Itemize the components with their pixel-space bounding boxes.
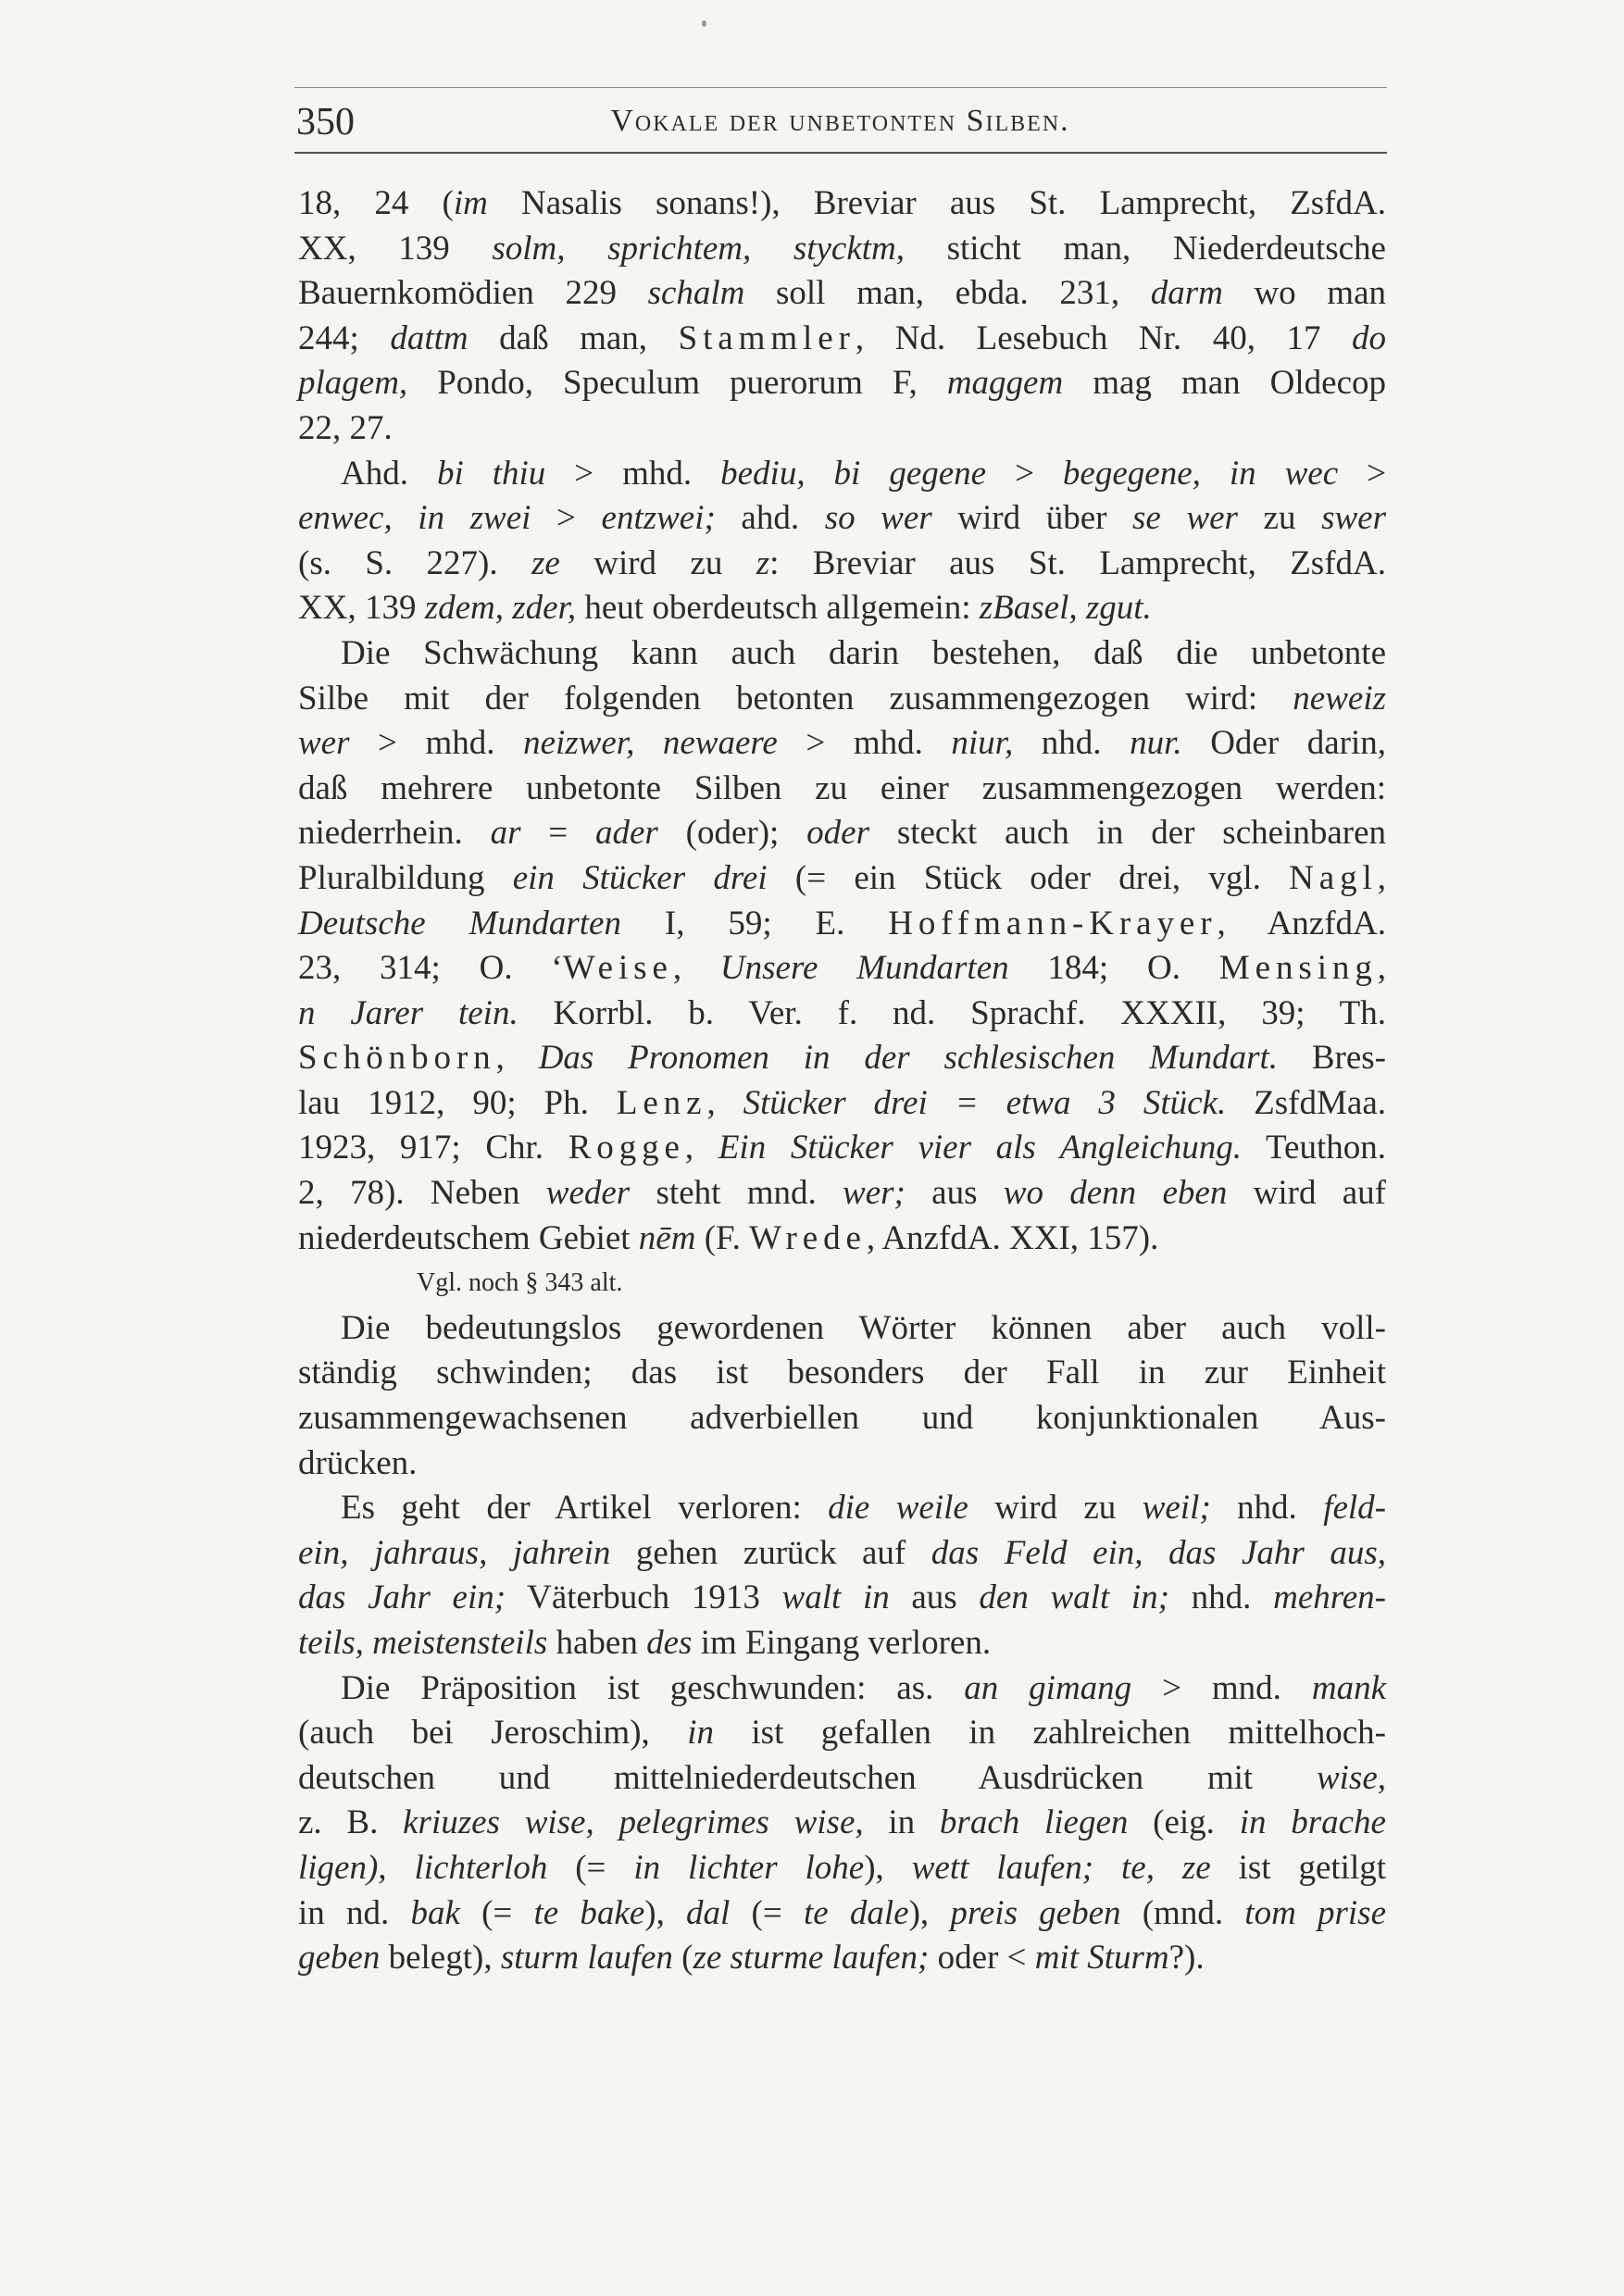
italic-term: tom prise xyxy=(1244,1893,1387,1932)
text-run: : Breviar aus St. Lamprecht, ZsfdA. xyxy=(769,543,1386,582)
author-name: Mensing xyxy=(1218,949,1378,988)
italic-term: oder xyxy=(806,814,869,853)
text-line xyxy=(298,811,1386,856)
text-line xyxy=(298,992,1386,1037)
text-run: zusammengewachsenen adverbiellen und konjunktionalen Aus- xyxy=(298,1399,1386,1438)
text-line xyxy=(298,1801,1386,1846)
author-name: Hoffmann-Krayer xyxy=(888,904,1218,942)
text-line xyxy=(298,1171,1386,1217)
text-run: im Eingang verloren. xyxy=(692,1624,992,1662)
italic-term: die weile xyxy=(828,1489,968,1528)
italic-term: mit Sturm xyxy=(1034,1939,1169,1978)
text-run: ständig schwinden; das ist besonders der Fall in zur Einheit xyxy=(298,1354,1386,1392)
text-run: (auch bei Jeroschim), xyxy=(298,1714,688,1753)
text-run: ), xyxy=(864,1848,912,1887)
text-line xyxy=(298,1217,1386,1262)
text-run: wo man xyxy=(1222,274,1386,313)
text-run: aus xyxy=(905,1174,1004,1213)
italic-term: Stücker drei = etwa 3 Stück. xyxy=(743,1083,1227,1122)
text-run: ahd. xyxy=(715,499,825,538)
text-run: XX, 139 xyxy=(298,229,493,268)
italic-term: wo denn eben xyxy=(1003,1174,1228,1213)
italic-term: bediu, bi gegene xyxy=(720,454,987,493)
italic-term: entzwei; xyxy=(601,499,716,538)
text-line xyxy=(298,1036,1386,1081)
text-run: gehen zurück auf xyxy=(610,1533,931,1572)
italic-term: den walt in; xyxy=(979,1578,1169,1617)
text-run: wird über xyxy=(931,499,1133,538)
italic-term: te bake xyxy=(533,1893,645,1932)
italic-term: dal xyxy=(686,1893,731,1932)
italic-term: in xyxy=(687,1714,714,1753)
italic-term: nēm xyxy=(638,1218,696,1257)
italic-term: enwec, in zwei xyxy=(298,499,531,538)
italic-term: ze sturme laufen; xyxy=(693,1939,930,1978)
text-line xyxy=(298,181,1386,227)
italic-term: ein, jahraus, jahrein xyxy=(298,1533,611,1572)
italic-term: mehren- xyxy=(1273,1578,1387,1617)
text-run: (eig. xyxy=(1128,1803,1240,1842)
text-run: 244; xyxy=(298,318,391,357)
text-run: > xyxy=(986,454,1063,493)
italic-term: zBasel, zgut. xyxy=(979,589,1152,628)
italic-term: ar xyxy=(490,814,521,853)
italic-term: se wer xyxy=(1132,499,1238,538)
text-line xyxy=(298,452,1386,497)
text-line xyxy=(298,586,1386,631)
text-run: Oder darin, xyxy=(1181,724,1386,763)
italic-term: maggem xyxy=(946,364,1064,403)
italic-term: z xyxy=(756,543,770,582)
text-line xyxy=(298,1306,1386,1352)
italic-term: n Jarer tein. xyxy=(298,993,518,1032)
text-run: I, 59; E. xyxy=(620,904,889,942)
italic-term: ze xyxy=(531,543,560,582)
text-run: haben xyxy=(547,1624,647,1662)
italic-term: Ein Stücker vier als Angleichung. xyxy=(718,1129,1243,1167)
italic-term: begegene, in wec xyxy=(1062,454,1339,493)
text-line xyxy=(298,677,1386,722)
text-run: 18, 24 ( xyxy=(298,184,454,222)
text-run: Korrbl. b. Ver. f. nd. Sprachf. XXXII, 39; Th. xyxy=(518,993,1386,1032)
text-run: 22, 27. xyxy=(298,408,393,447)
text-run: > xyxy=(1338,454,1386,493)
text-run: ), xyxy=(644,1893,687,1932)
author-name: Stammler xyxy=(678,318,856,357)
text-run: nhd. xyxy=(1013,724,1131,763)
text-run: Vgl. noch § 343 alt. xyxy=(417,1268,623,1298)
text-run: XX, 139 xyxy=(298,589,425,628)
text-run: Es geht der Artikel verloren: xyxy=(341,1489,829,1528)
text-run: , xyxy=(1377,858,1386,897)
text-line xyxy=(298,1531,1386,1577)
italic-term: preis geben xyxy=(950,1893,1121,1932)
text-line xyxy=(298,271,1386,317)
italic-term: darm xyxy=(1150,274,1223,313)
text-line xyxy=(298,406,1386,452)
text-line xyxy=(298,856,1386,902)
text-run: soll man, ebda. 231, xyxy=(744,274,1151,313)
text-line xyxy=(298,1126,1386,1171)
text-run: > mhd. xyxy=(777,724,952,763)
text-run: (s. S. 227). xyxy=(298,543,532,582)
italic-term: schalm xyxy=(647,274,745,313)
text-line xyxy=(298,946,1386,992)
italic-term: nur. xyxy=(1130,724,1182,763)
text-run: oder < xyxy=(929,1939,1035,1978)
italic-term: ader xyxy=(595,814,658,853)
text-line xyxy=(298,1711,1386,1756)
italic-term: swer xyxy=(1321,499,1386,538)
text-run: nhd. xyxy=(1169,1578,1274,1617)
text-line xyxy=(298,1891,1386,1937)
text-run: 23, 314; O. ‘ xyxy=(298,949,563,988)
text-line xyxy=(298,1666,1386,1712)
text-line xyxy=(298,767,1386,812)
text-run: lau 1912, 90; Ph. xyxy=(298,1083,617,1122)
text-line xyxy=(298,721,1386,767)
text-line xyxy=(298,1351,1386,1396)
text-run: drücken. xyxy=(298,1443,418,1482)
italic-term: Unsere Mundarten xyxy=(719,949,1009,988)
author-name: Schönborn xyxy=(298,1039,496,1078)
text-run: (= xyxy=(730,1893,804,1932)
text-run: niederrhein. xyxy=(298,814,491,853)
text-run: ?). xyxy=(1168,1939,1205,1978)
italic-term: teils, meistensteils xyxy=(298,1624,548,1662)
text-run: , xyxy=(706,1083,743,1122)
text-run: 2, 78). Neben xyxy=(298,1174,546,1213)
text-run: , xyxy=(1377,949,1386,988)
header-rule-top xyxy=(294,87,1387,88)
text-line xyxy=(298,1576,1386,1621)
italic-term: wer xyxy=(298,724,350,763)
text-run: (mnd. xyxy=(1120,1893,1245,1932)
header-rule-bottom xyxy=(294,152,1387,154)
text-run: Die bedeutungslos gewordenen Wörter können aber auch voll- xyxy=(341,1308,1386,1347)
italic-term: ligen), lichterloh xyxy=(298,1848,548,1887)
text-run: (= xyxy=(459,1893,534,1932)
italic-term: do xyxy=(1352,318,1387,357)
text-run: in nd. xyxy=(298,1893,411,1932)
text-line xyxy=(298,361,1386,406)
italic-term: Das Pronomen in der schlesischen Mundart. xyxy=(538,1039,1279,1078)
italic-term: wer; xyxy=(843,1174,906,1213)
italic-term: te dale xyxy=(803,1893,909,1932)
text-run: > mhd. xyxy=(545,454,721,493)
text-run: Teuthon. xyxy=(1242,1129,1386,1167)
italic-term: neweiz xyxy=(1293,679,1386,718)
text-run: Bres- xyxy=(1278,1039,1386,1078)
italic-term: plagem, xyxy=(298,364,408,403)
text-run: steckt auch in der scheinbaren xyxy=(868,814,1386,853)
text-run: , Nd. Lesebuch Nr. 40, 17 xyxy=(855,318,1353,357)
italic-term: walt in xyxy=(781,1578,890,1617)
text-run: > mhd. xyxy=(349,724,524,763)
text-run: daß man, xyxy=(468,318,679,357)
text-run: wird zu xyxy=(968,1489,1143,1528)
text-line xyxy=(298,1081,1386,1127)
italic-term: des xyxy=(646,1624,693,1662)
text-run: niederdeutschem Gebiet xyxy=(298,1218,639,1257)
author-name: Weise xyxy=(562,949,673,988)
italic-term: feld- xyxy=(1323,1489,1386,1528)
italic-term: kriuzes wise, pelegrimes wise, xyxy=(403,1803,864,1842)
text-run: zu xyxy=(1237,499,1322,538)
italic-term: bi thiu xyxy=(436,454,546,493)
text-line xyxy=(298,542,1386,587)
text-run: Nasalis sonans!), Breviar aus St. Lamprecht, ZsfdA. xyxy=(487,184,1386,222)
text-run: mag man Oldecop xyxy=(1063,364,1386,403)
text-run: 1923, 917; Chr. xyxy=(298,1129,568,1167)
text-run: aus xyxy=(889,1578,980,1617)
italic-term: an gimang xyxy=(964,1668,1132,1707)
text-line xyxy=(298,1441,1386,1487)
text-run: (= ein Stück oder drei, vgl. xyxy=(767,858,1290,897)
text-line xyxy=(298,1846,1386,1891)
text-run: ist gefallen in zahlreichen mittelhoch- xyxy=(713,1714,1386,1753)
text-line xyxy=(298,1486,1386,1531)
italic-term: in lichter lohe xyxy=(633,1848,865,1887)
text-run: > mnd. xyxy=(1131,1668,1312,1707)
text-line xyxy=(298,1621,1386,1666)
text-run: Silbe mit der folgenden betonten zusammengezogen wird: xyxy=(298,679,1293,718)
text-line xyxy=(298,1936,1386,1981)
italic-term: sturm laufen xyxy=(500,1939,673,1978)
text-run: 184; O. xyxy=(1008,949,1219,988)
text-run: z. B. xyxy=(298,1803,404,1842)
text-run: deutschen und mittelniederdeutschen Ausdrücken mit xyxy=(298,1758,1317,1797)
italic-term: dattm xyxy=(390,318,468,357)
text-run: Bauernkomödien 229 xyxy=(298,274,648,313)
page-number: 350 xyxy=(296,101,355,144)
italic-term: weil; xyxy=(1142,1489,1211,1528)
text-run: Pluralbildung xyxy=(298,858,513,897)
italic-term: so wer xyxy=(824,499,932,538)
footnote-line xyxy=(298,1261,1386,1306)
text-run: , AnzfdA. XXI, 157). xyxy=(866,1218,1159,1257)
author-name: Nagl xyxy=(1289,858,1378,897)
italic-term: solm, sprichtem, stycktm, xyxy=(492,229,906,268)
text-run: ), xyxy=(908,1893,951,1932)
text-line xyxy=(298,496,1386,542)
italic-term: das Jahr ein; xyxy=(298,1578,506,1617)
text-run: ist getilgt xyxy=(1210,1848,1386,1887)
text-run: , xyxy=(495,1039,539,1078)
text-run: steht mnd. xyxy=(630,1174,843,1213)
text-run: (F. xyxy=(695,1218,750,1257)
text-run: , xyxy=(684,1129,718,1167)
text-line xyxy=(298,227,1386,272)
italic-term: im xyxy=(453,184,488,222)
text-line xyxy=(298,1756,1386,1802)
text-line xyxy=(298,902,1386,947)
italic-term: zdem, zder, xyxy=(424,589,577,628)
text-run: , AnzfdA. xyxy=(1217,904,1386,942)
text-run: heut oberdeutsch allgemein: xyxy=(576,589,980,628)
text-run: Väterbuch 1913 xyxy=(506,1578,782,1617)
text-run: Pondo, Speculum puerorum F, xyxy=(407,364,947,403)
author-name: Wrede xyxy=(749,1218,867,1257)
italic-term: wett laufen; te, ze xyxy=(911,1848,1211,1887)
italic-term: brach liegen xyxy=(939,1803,1129,1842)
text-run: wird zu xyxy=(559,543,756,582)
italic-term: mank xyxy=(1311,1668,1386,1707)
text-run: wird auf xyxy=(1227,1174,1386,1213)
text-run: sticht man, Niederdeutsche xyxy=(905,229,1386,268)
text-line xyxy=(298,1396,1386,1441)
italic-term: ein Stücker drei xyxy=(512,858,768,897)
text-run: > xyxy=(531,499,602,538)
text-run: , xyxy=(672,949,720,988)
text-run: Ahd. xyxy=(341,454,437,493)
scan-speck xyxy=(702,20,706,27)
italic-term: weder xyxy=(545,1174,631,1213)
text-run: Die Präposition ist geschwunden: as. xyxy=(341,1668,965,1707)
author-name: Rogge xyxy=(568,1129,685,1167)
text-line xyxy=(298,317,1386,362)
body-text xyxy=(298,181,1386,1981)
italic-term: wise, xyxy=(1316,1758,1386,1797)
text-line xyxy=(298,631,1386,677)
author-name: Lenz xyxy=(616,1083,707,1122)
text-run: nhd. xyxy=(1210,1489,1324,1528)
italic-term: in brache xyxy=(1239,1803,1386,1842)
italic-term: Deutsche Mundarten xyxy=(298,904,621,942)
text-run: ZsfdMaa. xyxy=(1226,1083,1386,1122)
text-run: = xyxy=(520,814,595,853)
running-head: Vokale der unbetonten Silben. xyxy=(610,104,1070,138)
italic-term: das Feld ein, das Jahr aus, xyxy=(931,1533,1386,1572)
text-run: (= xyxy=(547,1848,634,1887)
text-run: in xyxy=(863,1803,940,1842)
text-run: daß mehrere unbetonte Silben zu einer zusammengezogen werden: xyxy=(298,768,1386,807)
italic-term: neizwer, newaere xyxy=(523,724,778,763)
italic-term: bak xyxy=(410,1893,460,1932)
text-run: ( xyxy=(672,1939,693,1978)
text-run: (oder); xyxy=(657,814,807,853)
text-run: belegt), xyxy=(380,1939,501,1978)
italic-term: geben xyxy=(298,1939,381,1978)
italic-term: niur, xyxy=(951,724,1014,763)
text-run: Die Schwächung kann auch darin bestehen, daß die unbetonte xyxy=(341,633,1386,672)
